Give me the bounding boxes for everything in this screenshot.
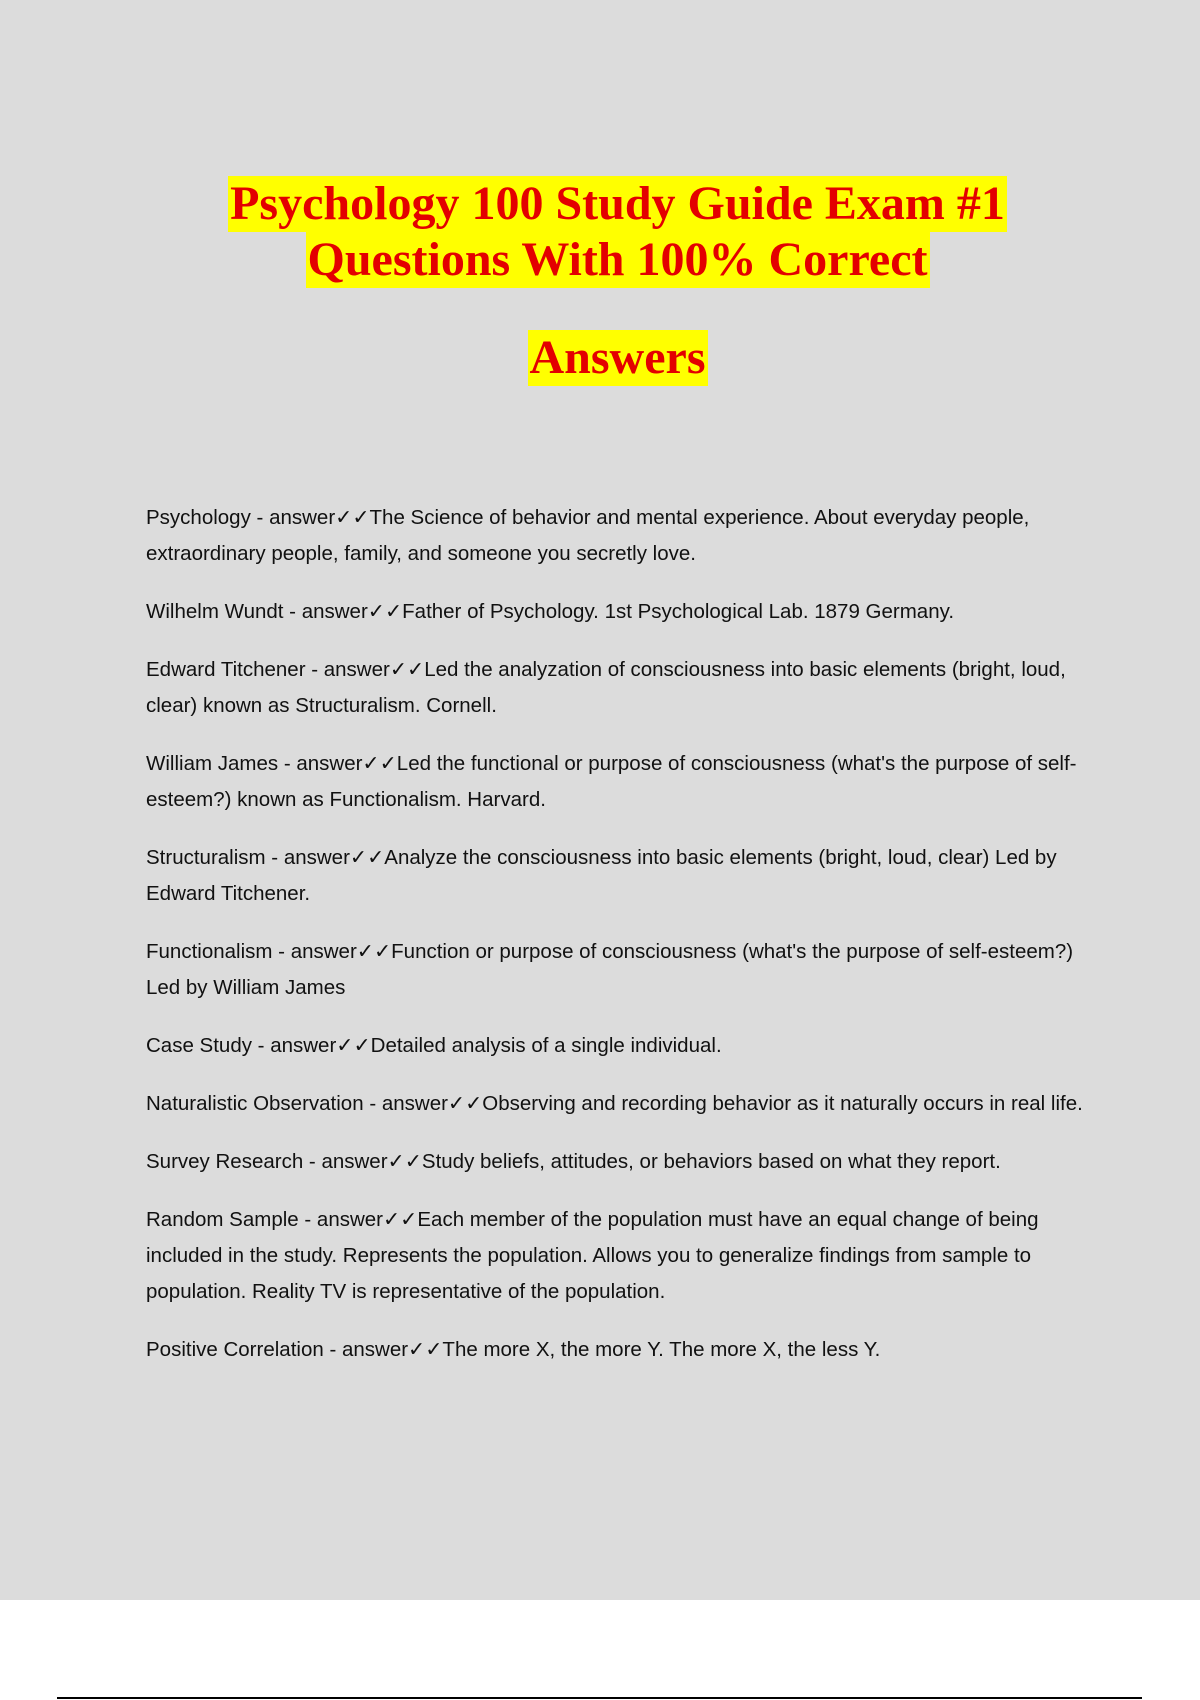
qa-separator: - — [363, 1092, 382, 1115]
qa-answer-marker: answer✓✓ — [296, 752, 397, 775]
qa-answer-marker: answer✓✓ — [301, 600, 403, 623]
qa-answer-marker: answer✓✓ — [270, 1034, 371, 1057]
qa-answer: Led the analyzation of consciousness into basic elements (bright, loud, clear) known as Structuralism. Cornell. — [146, 658, 1066, 717]
qa-separator: - — [278, 752, 297, 775]
qa-answer-marker: answer✓✓ — [269, 506, 370, 529]
qa-term: Psychology — [146, 506, 251, 529]
qa-separator: - — [251, 1034, 271, 1057]
qa-item — [146, 594, 1096, 630]
qa-item — [146, 1028, 1096, 1064]
qa-item — [146, 500, 1096, 572]
qa-term: Edward Titchener — [146, 658, 306, 681]
qa-term: Positive Correlation — [146, 1338, 324, 1361]
qa-separator: - — [265, 846, 284, 869]
qa-answer: Detailed analysis of a single individual. — [370, 1034, 722, 1057]
qa-answer-marker: answer✓✓ — [283, 846, 385, 869]
qa-item — [146, 840, 1096, 912]
qa-separator: - — [323, 1338, 342, 1361]
qa-item — [146, 1086, 1096, 1122]
qa-term: Naturalistic Observation — [146, 1092, 364, 1115]
title-line-3: Answers — [529, 331, 706, 384]
qa-term: William James — [146, 752, 279, 775]
qa-answer: Observing and recording behavior as it naturally occurs in real life. — [482, 1092, 1083, 1115]
qa-answer-marker: answer✓✓ — [290, 940, 392, 963]
document-subtitle — [0, 330, 1200, 386]
qa-item — [146, 934, 1096, 1006]
qa-term: Structuralism — [146, 846, 266, 869]
qa-answer-marker: answer✓✓ — [316, 1208, 418, 1231]
title-line-1: Psychology 100 Study Guide Exam #1 — [230, 177, 1005, 230]
document-title — [0, 176, 1200, 288]
qa-answer: Analyze the consciousness into basic elements (bright, loud, clear) Led by Edward Titchener. — [146, 846, 1057, 905]
qa-answer-marker: answer✓✓ — [323, 658, 425, 681]
qa-separator: - — [272, 940, 291, 963]
qa-separator: - — [283, 600, 302, 623]
qa-answer: Father of Psychology. 1st Psychological Lab. 1879 Germany. — [402, 600, 955, 623]
qa-answer: Function or purpose of consciousness (what's the purpose of self-esteem?) Led by William James — [146, 940, 1074, 999]
qa-term: Random Sample — [146, 1208, 299, 1231]
qa-item — [146, 652, 1096, 724]
qa-term: Case Study — [146, 1034, 252, 1057]
qa-item — [146, 746, 1096, 818]
qa-separator: - — [303, 1150, 322, 1173]
qa-separator: - — [305, 658, 324, 681]
qa-term: Functionalism — [146, 940, 273, 963]
qa-answer-marker: answer✓✓ — [321, 1150, 422, 1173]
footer-rule — [57, 1697, 1142, 1699]
qa-answer: Led the functional or purpose of consciousness (what's the purpose of self-esteem?) known as Functionalism. Harvard. — [146, 752, 1077, 811]
question-answer-list — [146, 500, 1096, 1390]
qa-item — [146, 1144, 1096, 1180]
qa-answer-marker: answer✓✓ — [381, 1092, 483, 1115]
qa-item — [146, 1332, 1096, 1368]
qa-answer: Each member of the population must have an equal change of being included in the study. Represents the population. Allows you to generalize findings from sample to population. Reality TV is representative of the population. — [146, 1208, 1039, 1303]
qa-separator: - — [250, 506, 270, 529]
qa-separator: - — [298, 1208, 317, 1231]
title-line-2: Questions With 100% Correct — [307, 233, 928, 286]
qa-answer-marker: answer✓✓ — [341, 1338, 443, 1361]
qa-term: Wilhelm Wundt — [146, 600, 284, 623]
qa-term: Survey Research — [146, 1150, 304, 1173]
qa-answer: The Science of behavior and mental experience. About everyday people, extraordinary people, family, and someone you secretly love. — [146, 506, 1030, 565]
qa-answer: Study beliefs, attitudes, or behaviors based on what they report. — [421, 1150, 1001, 1173]
qa-answer: The more X, the more Y. The more X, the less Y. — [442, 1338, 881, 1361]
qa-item — [146, 1202, 1096, 1310]
